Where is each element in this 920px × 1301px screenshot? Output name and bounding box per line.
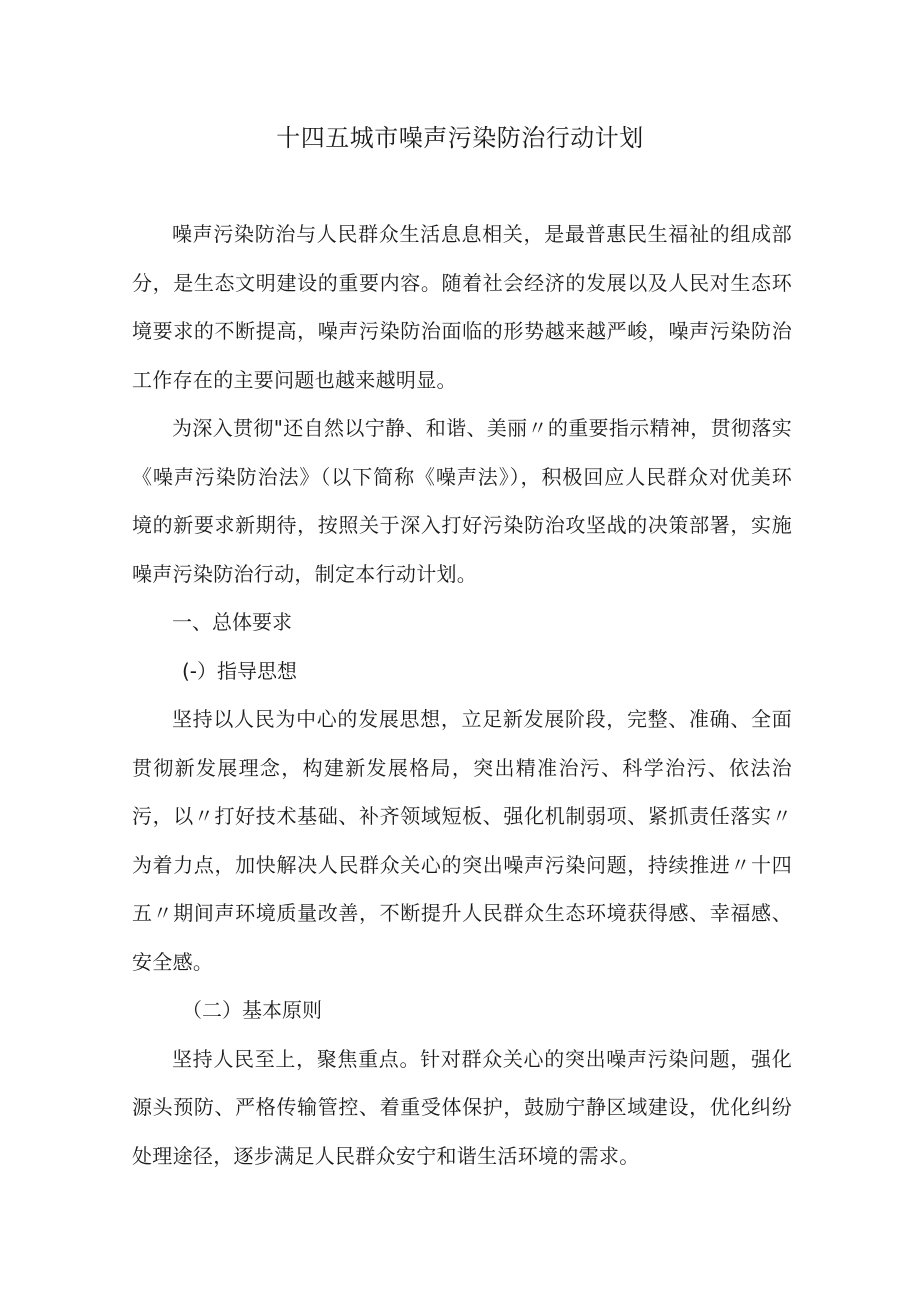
subsection-heading-basic-principles: （二）基本原则 — [182, 998, 322, 1022]
document-title: 十四五城市噪声污染防治行动计划 — [276, 124, 644, 152]
guiding-ideology-paragraph: 坚持以人民为中心的发展思想，立足新发展阶段，完整、准确、全面贯彻新发展理念，构建新发展格局，突出精准治污、科学治污、依法治污，以〃打好技术基础、补齐领域短板、强化机制弱项、紧抓责任落实〃为着力点，加快解决人民群众关心的突出噪声污染问题，持续推进〃十四五〃期间声环境质量改善，不断提升人民群众生态环境获得感、幸福感、安全感。 — [132, 707, 792, 974]
document-body — [132, 210, 792, 1180]
intro-paragraph-1: 噪声污染防治与人民群众生活息息相关，是最普惠民生福祉的组成部分，是生态文明建设的重要内容。随着社会经济的发展以及人民对生态环境要求的不断提高，噪声污染防治面临的形势越来越严峻，噪声污染防治工作存在的主要问题也越来越明显。 — [132, 222, 792, 392]
subsection-heading-guiding-ideology: (-）指导思想 — [182, 658, 298, 683]
basic-principles-paragraph: 坚持人民至上，聚焦重点。针对群众关心的突出噪声污染问题，强化源头预防、严格传输管控、着重受体保护，鼓励宁静区域建设，优化纠纷处理途径，逐步满足人民群众安宁和谐生活环境的需求。 — [132, 1046, 792, 1168]
section-heading-general-requirements: 一、总体要求 — [172, 610, 292, 634]
intro-paragraph-2: 为深入贯彻"还自然以宁静、和谐、美丽〃的重要指示精神，贯彻落实《噪声污染防治法》（以下简称《噪声法》），积极回应人民群众对优美环境的新要求新期待，按照关于深入打好污染防治攻坚战的决策部署，实施噪声污染防治行动，制定本行动计划。 — [132, 416, 792, 586]
